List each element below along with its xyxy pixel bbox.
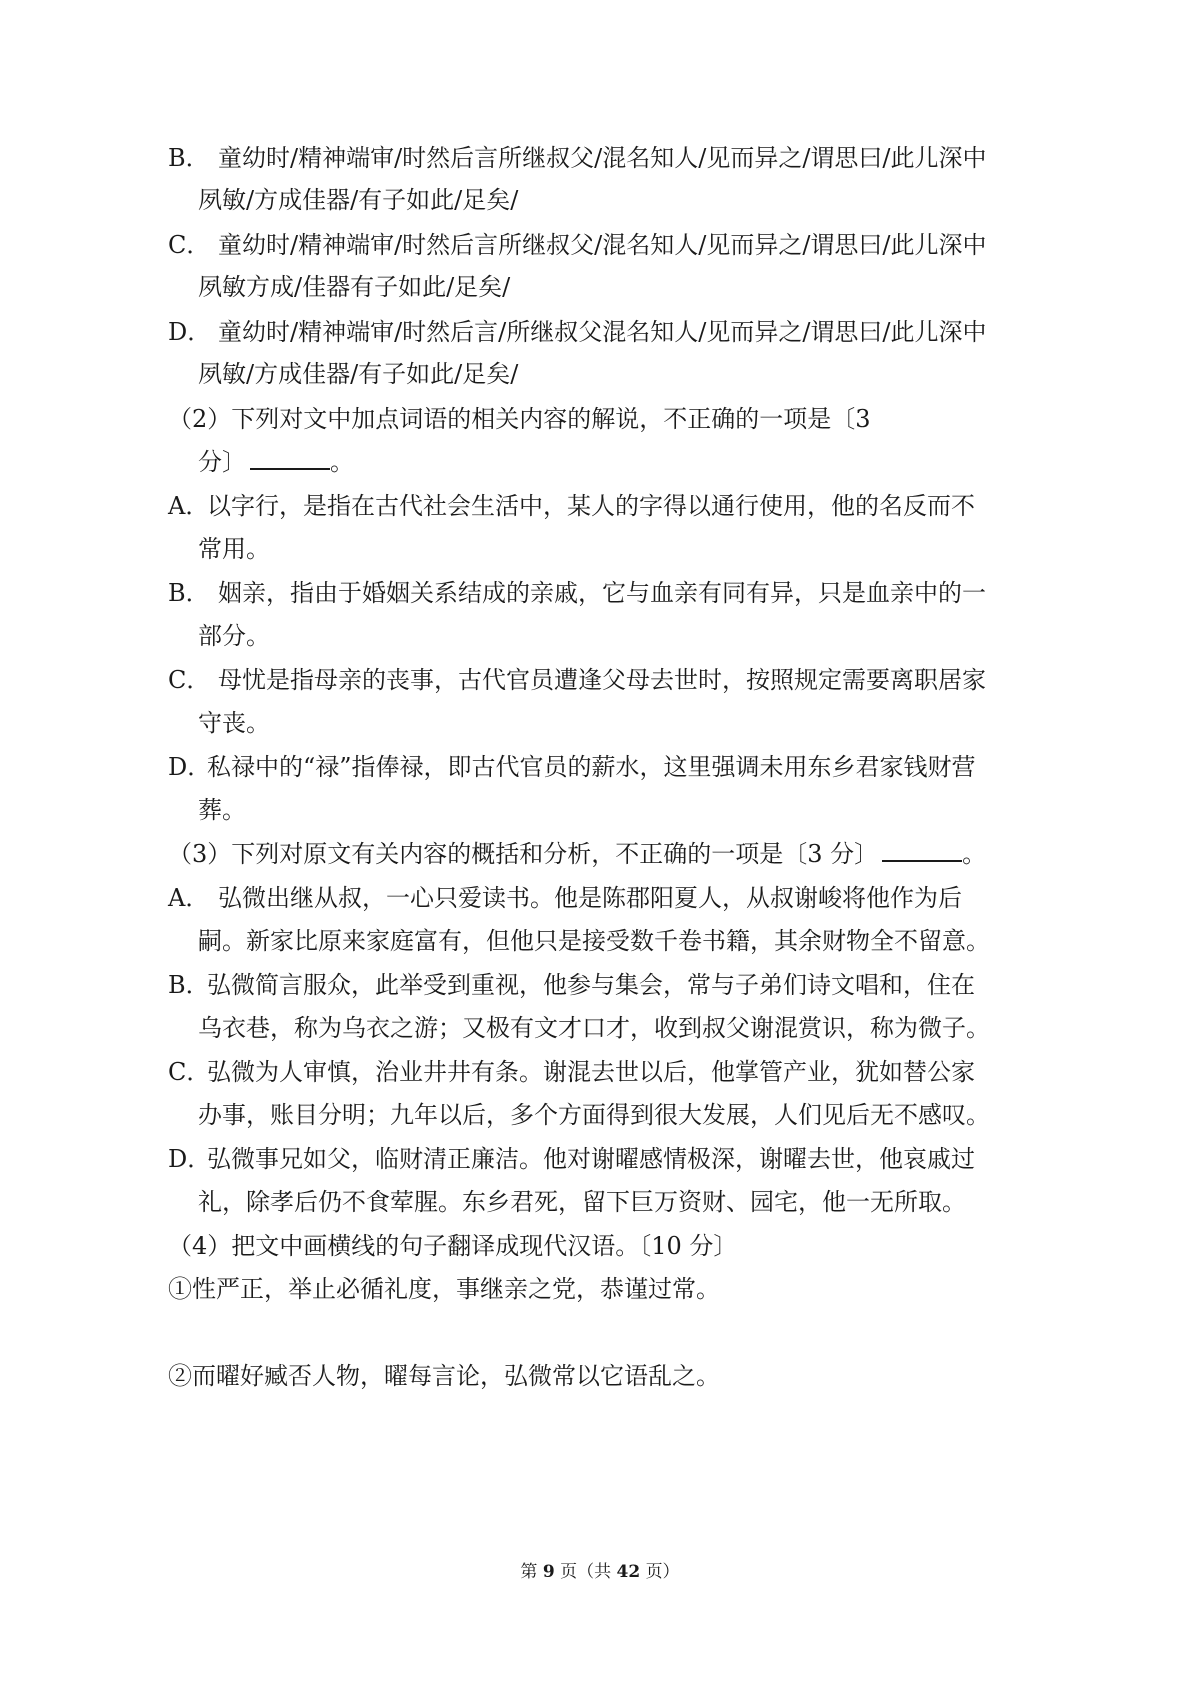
q2-stem-text: 分〕 xyxy=(198,448,246,476)
q1-option-b-line2: 夙敏/方成佳器/有子如此/足矣/ xyxy=(198,186,519,214)
q2-option-d-line1: 私禄中的“禄”指俸禄，即古代官员的薪水，这里强调未用东乡君家钱财营 xyxy=(207,753,976,781)
q2-option-c-line2: 守丧。 xyxy=(198,709,270,737)
q3-option-d-label: D． xyxy=(168,1145,212,1173)
footer-middle: 页（共 xyxy=(560,1562,612,1582)
q2-option-a-line2: 常用。 xyxy=(198,535,270,563)
q3-option-d-line2: 礼，除孝后仍不食荤腥。东乡君死，留下巨万资财、园宅，他一无所取。 xyxy=(198,1188,966,1216)
q1-option-c-label: C． xyxy=(168,231,211,259)
q3-stem xyxy=(168,838,986,870)
q1-option-b-label: B． xyxy=(168,144,210,172)
footer-suffix: 页） xyxy=(645,1562,680,1582)
q2-option-d-label: D． xyxy=(168,753,212,781)
footer-total-pages: 42 xyxy=(616,1562,641,1582)
q3-option-b-label: B． xyxy=(168,971,210,999)
q4-item-2: ②而曜好臧否人物，曜每言论，弘微常以它语乱之。 xyxy=(168,1362,720,1390)
q3-stem-text: （3）下列对原文有关内容的概括和分析，不正确的一项是〔3 分〕 xyxy=(168,840,879,868)
q2-option-b-line1: 姻亲，指由于婚姻关系结成的亲戚，它与血亲有同有异，只是血亲中的一 xyxy=(218,579,986,607)
q3-option-b-line2: 乌衣巷，称为乌衣之游；又极有文才口才，收到叔父谢混赏识，称为微子。 xyxy=(198,1014,990,1042)
q1-option-c-line1: 童幼时/精神端审/时然后言所继叔父/混名知人/见而异之/谓思曰/此儿深中 xyxy=(218,231,987,259)
q2-stem-line2 xyxy=(198,446,354,478)
q3-answer-blank[interactable] xyxy=(882,838,962,862)
q2-option-b-label: B． xyxy=(168,579,210,607)
q2-option-b-line2: 部分。 xyxy=(198,622,270,650)
q3-stem-end: 。 xyxy=(962,840,987,868)
q3-option-a-label: A． xyxy=(168,884,210,912)
q2-option-c-line1: 母忧是指母亲的丧事，古代官员遭逢父母去世时，按照规定需要离职居家 xyxy=(218,666,986,694)
q1-option-d-line1: 童幼时/精神端审/时然后言/所继叔父混名知人/见而异之/谓思曰/此儿深中 xyxy=(218,318,987,346)
q3-option-d-line1: 弘微事兄如父，临财清正廉洁。他对谢曜感情极深，谢曜去世，他哀戚过 xyxy=(207,1145,975,1173)
q2-stem-end: 。 xyxy=(330,448,354,476)
q4-item-1: ①性严正，举止必循礼度，事继亲之党，恭谨过常。 xyxy=(168,1275,720,1303)
q3-option-a-line2: 嗣。新家比原来家庭富有，但他只是接受数千卷书籍，其余财物全不留意。 xyxy=(198,927,990,955)
q1-option-d-line2: 夙敏/方成佳器/有子如此/足矣/ xyxy=(198,360,519,388)
q3-option-c-line1: 弘微为人审慎，治业井井有条。谢混去世以后，他掌管产业，犹如替公家 xyxy=(207,1058,975,1086)
q2-answer-blank[interactable] xyxy=(250,446,330,470)
q2-stem-line1: （2）下列对文中加点词语的相关内容的解说，不正确的一项是〔3 xyxy=(168,405,871,433)
q3-option-b-line1: 弘微简言服众，此举受到重视，他参与集会，常与子弟们诗文唱和，住在 xyxy=(207,971,975,999)
q3-option-c-line2: 办事，账目分明；九年以后，多个方面得到很大发展，人们见后无不感叹。 xyxy=(198,1101,990,1129)
q2-option-a-line1: 以字行，是指在古代社会生活中，某人的字得以通行使用，他的名反而不 xyxy=(207,492,975,520)
q3-option-a-line1: 弘微出继从叔，一心只爱读书。他是陈郡阳夏人，从叔谢峻将他作为后 xyxy=(218,884,962,912)
q2-option-d-line2: 葬。 xyxy=(198,796,246,824)
footer-page-number: 9 xyxy=(542,1562,555,1582)
footer-prefix: 第 xyxy=(520,1562,538,1582)
q1-option-c-line2: 夙敏方成/佳器有子如此/足矣/ xyxy=(198,273,511,301)
q3-option-c-label: C． xyxy=(168,1058,211,1086)
q2-option-c-label: C． xyxy=(168,666,211,694)
q1-option-d-label: D． xyxy=(168,318,212,346)
q4-stem: （4）把文中画横线的句子翻译成现代汉语。〔10 分〕 xyxy=(168,1232,738,1260)
q2-option-a-label: A． xyxy=(168,492,210,520)
q1-option-b-line1: 童幼时/精神端审/时然后言所继叔父/混名知人/见而异之/谓思曰/此儿深中 xyxy=(218,144,987,172)
page-footer xyxy=(0,1560,1200,1584)
